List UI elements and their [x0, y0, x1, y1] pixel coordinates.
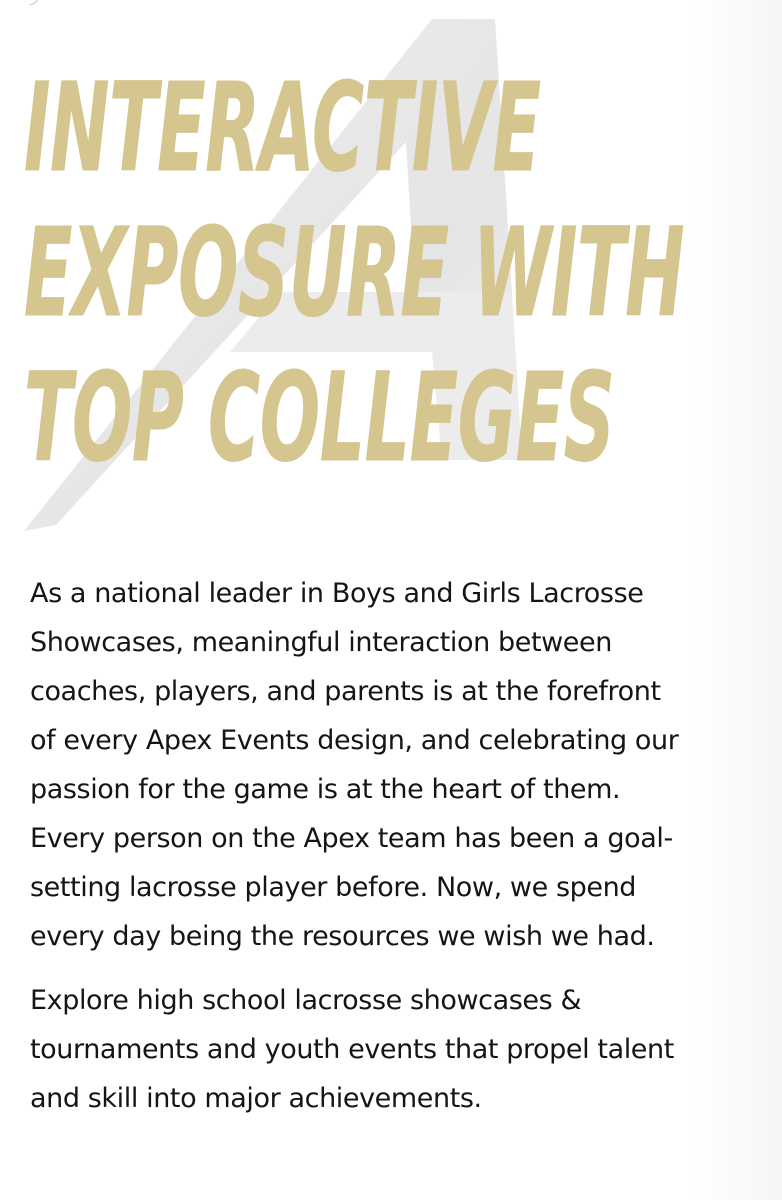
headline-line-3: TOP COLLEGES	[24, 347, 615, 489]
paragraph-line: As a national leader in Boys and Girls Lacrosse	[30, 578, 644, 609]
headline-line-2: EXPOSURE WITH	[24, 202, 685, 344]
corner-mark-icon	[28, 0, 42, 6]
paragraph-line: every day being the resources we wish we had.	[30, 921, 655, 952]
paragraph-line: of every Apex Events design, and celebrating our	[30, 725, 679, 756]
paragraph-line: and skill into major achievements.	[30, 1083, 482, 1114]
paragraph-line: setting lacrosse player before. Now, we spend	[30, 872, 637, 903]
paragraph-line: Every person on the Apex team has been a goal-	[30, 823, 673, 854]
intro-paragraph	[30, 569, 756, 961]
headline-line-1: INTERACTIVE	[24, 57, 541, 199]
paragraph-line: tournaments and youth events that propel talent	[30, 1034, 674, 1065]
body-copy	[30, 569, 756, 1123]
paragraph-line: coaches, players, and parents is at the forefront	[30, 676, 661, 707]
page-title	[24, 56, 764, 491]
paragraph-line: Showcases, meaningful interaction between	[30, 627, 612, 658]
paragraph-line: passion for the game is at the heart of them.	[30, 774, 621, 805]
explore-paragraph	[30, 976, 756, 1123]
paragraph-line: Explore high school lacrosse showcases &	[30, 985, 582, 1016]
